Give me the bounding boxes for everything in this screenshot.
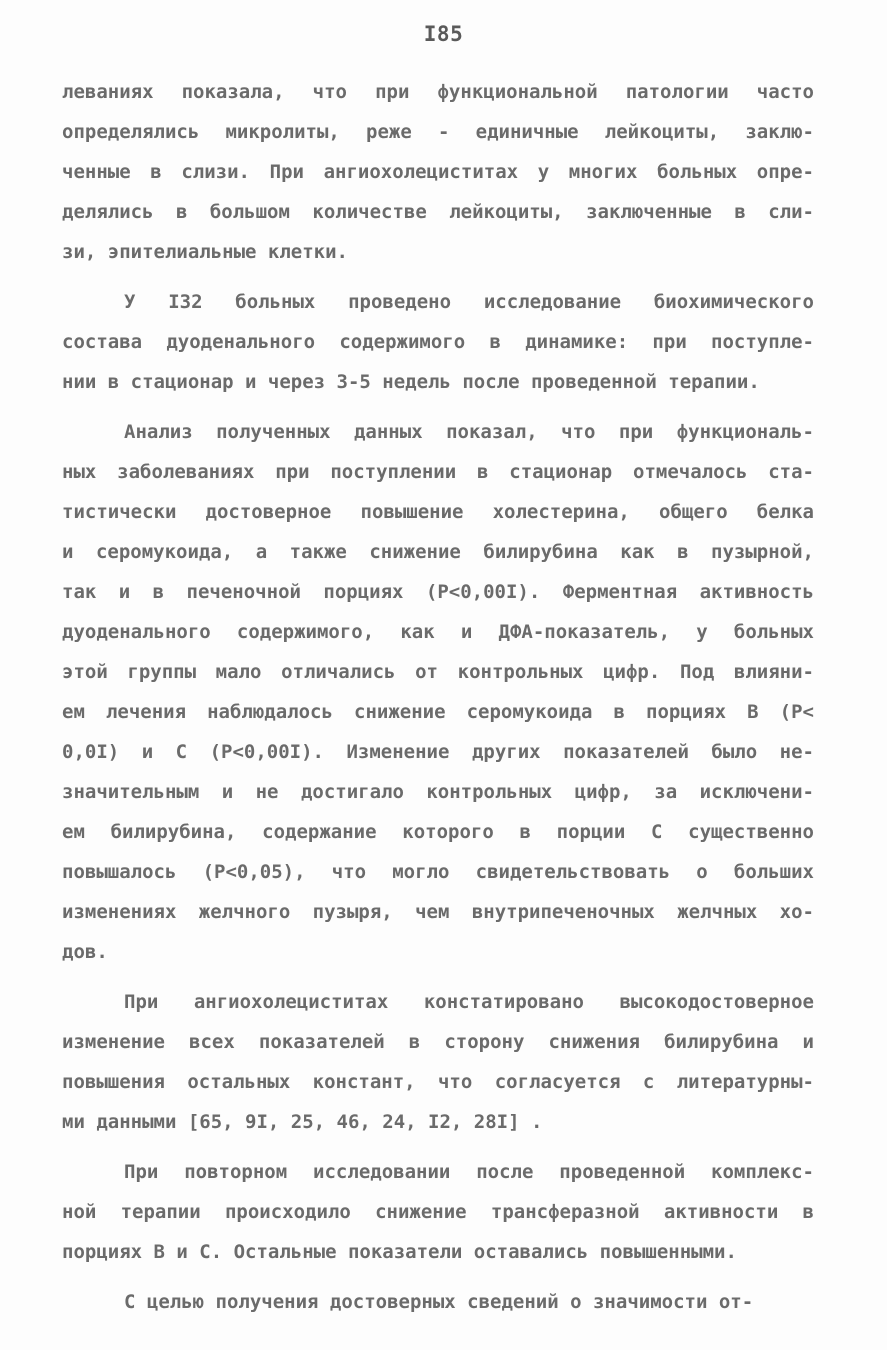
text-line: изменение всех показателей в сторону снижения билирубина и <box>62 1031 814 1053</box>
text-line: повышалось (Р<0,05), что могло свидетельствовать о больших <box>62 861 814 883</box>
text-line: При повторном исследовании после проведенной комплекс- <box>124 1161 814 1183</box>
paragraph <box>62 72 814 272</box>
text-line: значительным и не достигало контрольных цифр, за исключени- <box>62 781 814 803</box>
text-line: При ангиохолециститах констатировано высокодостоверное <box>124 991 814 1013</box>
text-line: зи, эпителиальные клетки. <box>62 241 348 263</box>
text-line: изменениях желчного пузыря, чем внутрипеченочных желчных хо- <box>62 901 814 923</box>
paragraph <box>62 1282 814 1322</box>
paragraph <box>62 982 814 1142</box>
text-line: леваниях показала, что при функциональной патологии часто <box>62 81 814 103</box>
paragraph <box>62 412 814 972</box>
page-number: I85 <box>423 22 464 46</box>
text-line: С целью получения достоверных сведений о значимости от- <box>124 1291 754 1313</box>
text-line: ми данными [65, 9I, 25, 46, 24, I2, 28I] . <box>62 1111 543 1133</box>
text-line: дов. <box>62 941 108 963</box>
text-line: 0,0I) и С (Р<0,00I). Изменение других показателей было не- <box>62 741 814 763</box>
text-line: Анализ полученных данных показал, что при функциональ- <box>124 421 814 443</box>
text-line: У I32 больных проведено исследование биохимического <box>124 291 814 313</box>
text-line: ченные в слизи. При ангиохолециститах у многих больных опре- <box>62 161 814 183</box>
text-line: дуоденального содержимого, как и ДФА-показатель, у больных <box>62 621 814 643</box>
text-line: ных заболеваниях при поступлении в стационар отмечалось ста- <box>62 461 814 483</box>
text-line: порциях В и С. Остальные показатели оставались повышенными. <box>62 1241 737 1263</box>
body-text <box>62 72 814 1322</box>
text-line: ной терапии происходило снижение трансферазной активности в <box>62 1201 814 1223</box>
text-line: делялись в большом количестве лейкоциты, заключенные в сли- <box>62 201 814 223</box>
text-line: и серомукоида, а также снижение билирубина как в пузырной, <box>62 541 814 563</box>
text-line: этой группы мало отличались от контрольных цифр. Под влияни- <box>62 661 814 683</box>
text-line: ем билирубина, содержание которого в порции С существенно <box>62 821 814 843</box>
text-line: определялись микролиты, реже - единичные лейкоциты, заклю- <box>62 121 814 143</box>
text-line: состава дуоденального содержимого в динамике: при поступле- <box>62 331 814 353</box>
paragraph <box>62 282 814 402</box>
text-line: ем лечения наблюдалось снижение серомукоида в порциях В (Р< <box>62 701 814 723</box>
text-line: так и в печеночной порциях (Р<0,00I). Ферментная активность <box>62 581 814 603</box>
text-line: нии в стационар и через 3-5 недель после проведенной терапии. <box>62 371 760 393</box>
text-line: тистически достоверное повышение холестерина, общего белка <box>62 501 814 523</box>
paragraph <box>62 1152 814 1272</box>
text-line: повышения остальных констант, что согласуется с литературны- <box>62 1071 814 1093</box>
